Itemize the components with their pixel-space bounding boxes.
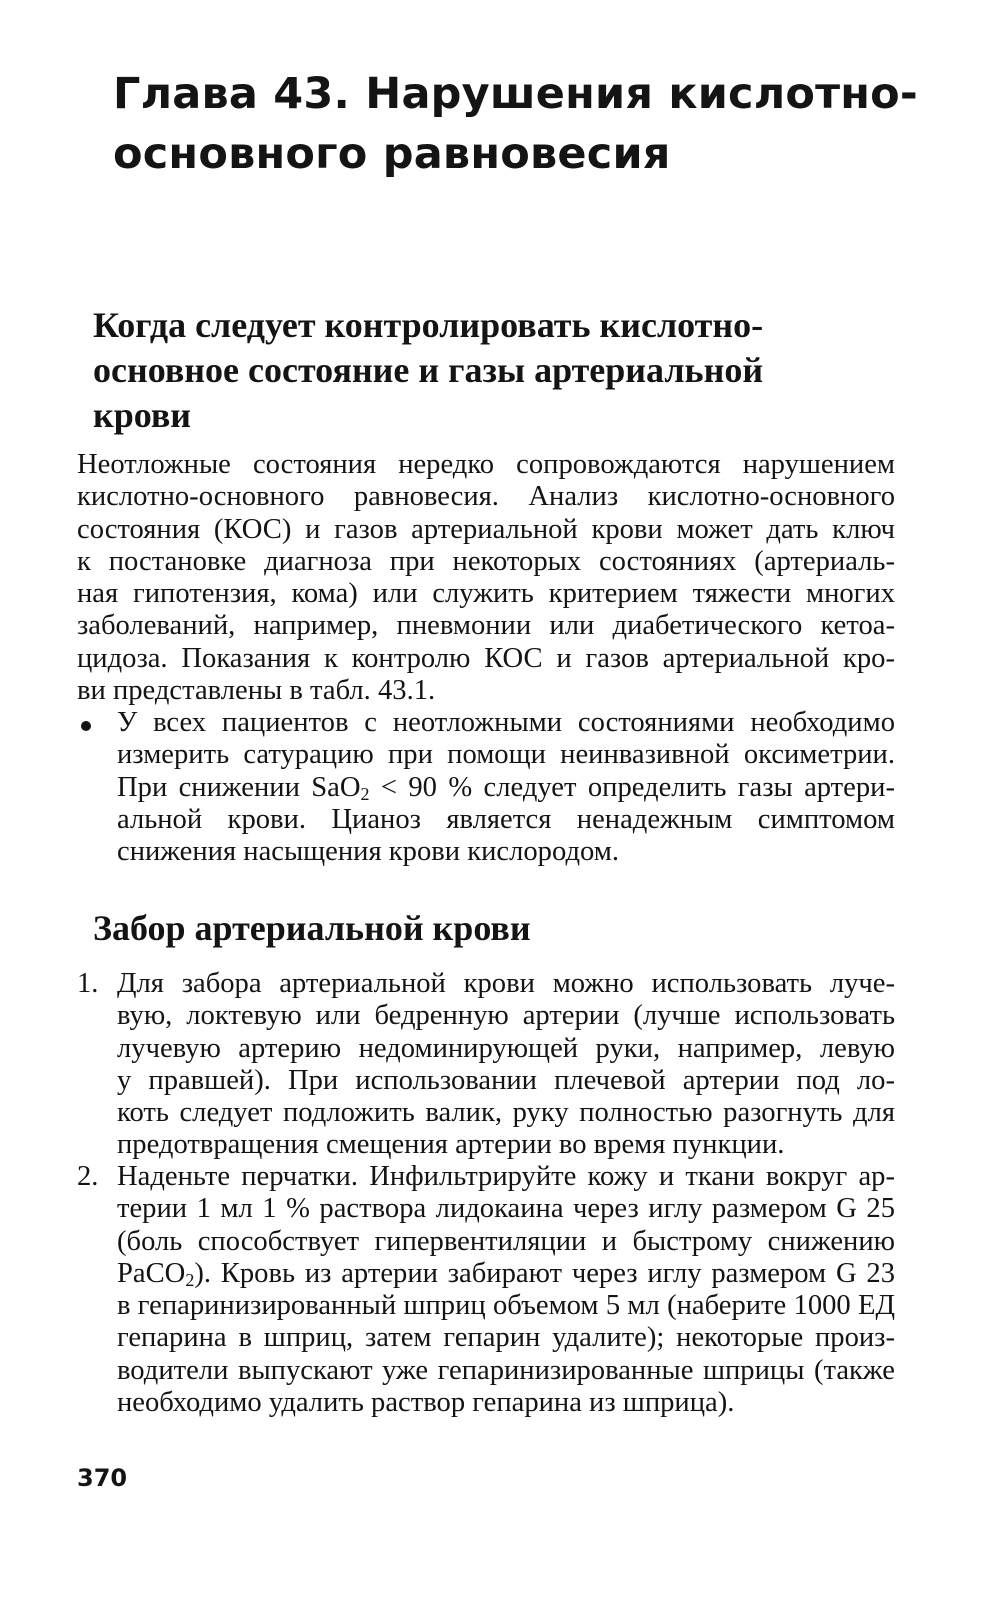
chapter-title-line: основного равновесия: [113, 129, 671, 179]
item-line: необходимо удалить раствор гепарина из шприца).: [117, 1387, 735, 1419]
item-line: вую, локтевую или бедренную артерии (лучше использовать: [117, 1000, 895, 1032]
paragraph-line: Неотложные состояния нередко сопровождаются нарушением: [77, 449, 895, 480]
item-number: 2.: [77, 1161, 99, 1192]
item-line: коть следует подложить валик, руку полностью разогнуть для: [117, 1097, 895, 1129]
item-line: гепарина в шприц, затем гепарин удалите); некоторые произ-: [117, 1322, 895, 1354]
bullet-text: [117, 707, 895, 868]
subscript: 2: [360, 783, 370, 804]
item-line: водители выпускают уже гепаринизированные шприцы (также: [117, 1354, 895, 1386]
paragraph-line: ви представлены в табл. 43.1.: [77, 675, 436, 707]
bullet-dot-icon: [81, 721, 91, 731]
paragraph-line: кислотно-основного равновесия. Анализ кислотно-основного: [77, 481, 895, 513]
bullet-line-text: < 90 % следует определить газы артери-: [369, 771, 895, 803]
item-line: Наденьте перчатки. Инфильтрируйте кожу и ткани вокруг ар-: [117, 1161, 895, 1192]
bullet-line: У всех пациентов с неотложными состояниями необходимо: [117, 707, 895, 738]
item-line: лучевую артерию недоминирующей руки, например, левую: [117, 1032, 895, 1064]
section-heading-line: Забор артериальной крови: [93, 908, 531, 948]
bullet-line-text: При снижении SaO: [117, 771, 361, 803]
paragraph-line: к постановке диагноза при некоторых состояниях (артериаль-: [77, 545, 895, 577]
paragraph-line: заболеваний, например, пневмонии или диабетического кетоа-: [77, 610, 895, 642]
section-heading-line: Когда следует контролировать кислотно-: [93, 305, 764, 345]
bullet-line: [117, 772, 895, 804]
chapter-title-line: Глава 43. Нарушения кислотно-: [113, 69, 918, 119]
section-heading-line: крови: [93, 395, 192, 435]
bullet-line: измерить сатурацию при помощи неинвазивной оксиметрии.: [117, 739, 895, 771]
page-number: 370: [77, 1464, 128, 1492]
paragraph-line: цидоза. Показания к контролю КОС и газов артериальной кро-: [77, 642, 895, 674]
section-heading-line: основное состояние и газы артериальной: [93, 350, 764, 390]
bullet-line: снижения насыщения крови кислородом.: [117, 836, 619, 868]
item-line: (боль способствует гипервентиляции и быстрому снижению: [117, 1225, 895, 1257]
paragraph-line: ная гипотензия, кома) или служить критерием тяжести многих: [77, 578, 895, 610]
item-text: [117, 1161, 895, 1419]
subscript: 2: [185, 1269, 195, 1290]
item-line: Для забора артериальной крови можно использовать луче-: [117, 968, 895, 999]
paragraph-line: состояния (КОС) и газов артериальной крови может дать ключ: [77, 513, 895, 545]
item-line: терии 1 мл 1 % раствора лидокаина через иглу размером G 25: [117, 1193, 895, 1225]
item-line-text: ). Кровь из артерии забирают через иглу размером G 23: [194, 1257, 895, 1289]
item-line: [117, 1258, 895, 1290]
item-line: в гепаринизированный шприц объемом 5 мл (наберите 1000 ЕД: [117, 1290, 895, 1322]
section-heading-when-to-monitor: [93, 303, 913, 438]
item-text: [117, 968, 895, 1162]
chapter-title: [113, 64, 933, 184]
intro-paragraph: [77, 449, 895, 707]
bullet-line: альной крови. Цианоз является ненадежным симптомом: [117, 803, 895, 835]
section-heading-arterial-sampling: [93, 906, 913, 951]
item-number: 1.: [77, 968, 99, 999]
item-line-text: PaCO: [117, 1257, 186, 1289]
item-line: предотвращения смещения артерии во время пункции.: [117, 1129, 785, 1161]
item-line: у правшей). При использовании плечевой артерии под ло-: [117, 1064, 895, 1096]
